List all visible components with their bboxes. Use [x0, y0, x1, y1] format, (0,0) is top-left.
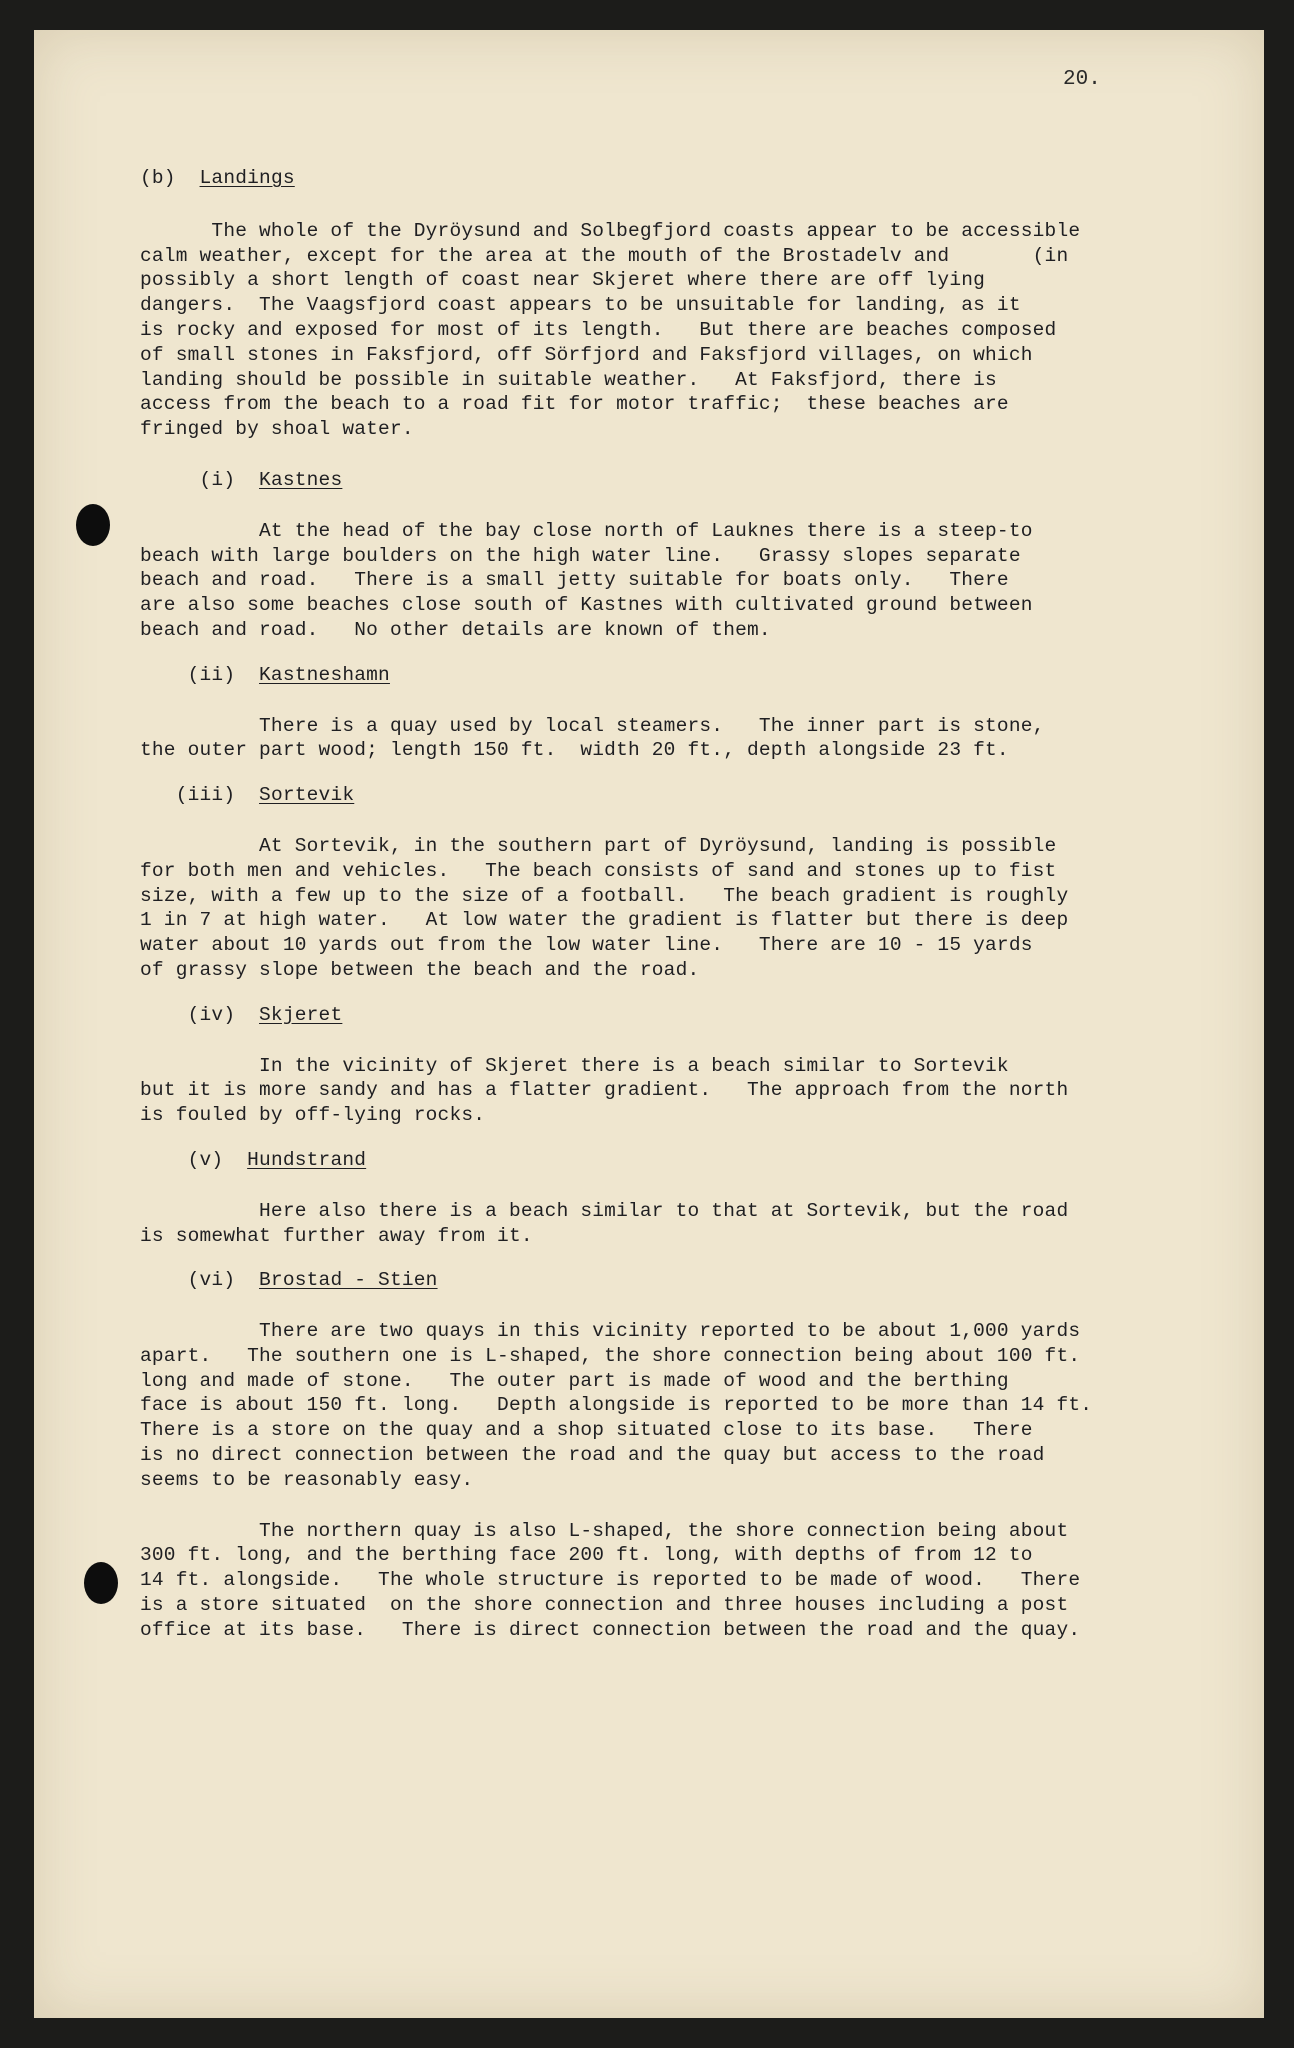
- subsection-paragraph: [140, 1054, 1250, 1128]
- subsection-title: Brostad - Stien: [259, 1269, 438, 1292]
- subsection-marker: (i): [199, 468, 236, 491]
- text-line: is fouled by off-lying rocks.: [140, 1104, 486, 1127]
- subsection-heading: [140, 1148, 1250, 1173]
- subsection-marker: (vi): [187, 1269, 236, 1292]
- subsection-marker: (iii): [175, 784, 236, 807]
- text-line: seems to be reasonably easy.: [140, 1468, 474, 1491]
- text-line: fringed by shoal water.: [140, 418, 414, 441]
- text-line: of small stones in Faksfjord, off Sörfjord and Faksfjord villages, on which: [140, 343, 1033, 366]
- text-line: 1 in 7 at high water. At low water the gradient is flatter but there is deep: [140, 909, 1069, 932]
- text-line: is rocky and exposed for most of its length. But there are beaches composed: [140, 318, 1057, 341]
- text-line: is somewhat further away from it.: [140, 1224, 533, 1247]
- page-number: 20.: [1063, 68, 1101, 91]
- text-line: There is a store on the quay and a shop situated close to its base. There: [140, 1419, 1033, 1442]
- punch-hole: [84, 1562, 118, 1604]
- text-line: access from the beach to a road fit for motor traffic; these beaches are: [140, 393, 1009, 416]
- section-title: Landings: [199, 167, 295, 189]
- text-line: In the vicinity of Skjeret there is a beach similar to Sortevik: [140, 1054, 1009, 1077]
- text-line: apart. The southern one is L-shaped, the shore connection being about 100 ft.: [140, 1344, 1081, 1367]
- text-line: At Sortevik, in the southern part of Dyröysund, landing is possible: [140, 834, 1057, 857]
- subsection-paragraph: [140, 1199, 1250, 1249]
- subsection-title: Sortevik: [259, 784, 355, 807]
- text-line: The northern quay is also L-shaped, the shore connection being about: [140, 1519, 1069, 1542]
- subsection-paragraph: [140, 519, 1250, 643]
- subsection-marker: (v): [187, 1148, 224, 1171]
- text-line: There are two quays in this vicinity reported to be about 1,000 yards: [140, 1320, 1081, 1343]
- text-line: beach and road. No other details are known of them.: [140, 618, 771, 641]
- subsection-heading: [140, 468, 1250, 493]
- subsection-heading: [140, 783, 1250, 808]
- text-line: is a store situated on the shore connection and three houses including a post: [140, 1594, 1069, 1617]
- text-line: beach and road. There is a small jetty suitable for boats only. There: [140, 569, 1009, 592]
- subsection-heading: [140, 1268, 1250, 1293]
- punch-hole: [76, 504, 110, 546]
- text-line: long and made of stone. The outer part is made of wood and the berthing: [140, 1369, 1009, 1392]
- text-line: calm weather, except for the area at the mouth of the Brostadelv and (in: [140, 244, 1069, 267]
- subsection-title: Kastneshamn: [259, 663, 390, 686]
- text-line: At the head of the bay close north of Lauknes there is a steep-to: [140, 519, 1033, 542]
- text-line: dangers. The Vaagsfjord coast appears to be unsuitable for landing, as it: [140, 294, 1021, 317]
- text-line: but it is more sandy and has a flatter gradient. The approach from the north: [140, 1079, 1069, 1102]
- subsection-paragraph: [140, 1519, 1250, 1643]
- subsection-heading: [140, 663, 1250, 688]
- text-line: office at its base. There is direct connection between the road and the quay.: [140, 1618, 1081, 1641]
- subsection-title: Kastnes: [259, 468, 343, 491]
- text-line: is no direct connection between the road and the quay but access to the road: [140, 1444, 1045, 1467]
- text-line: face is about 150 ft. long. Depth alongside is reported to be more than 14 ft.: [140, 1394, 1093, 1417]
- document-body: [140, 160, 1250, 1643]
- text-line: landing should be possible in suitable weather. At Faksfjord, there is: [140, 368, 997, 391]
- text-line: 300 ft. long, and the berthing face 200 ft. long, with depths of from 12 to: [140, 1544, 1033, 1567]
- text-line: water about 10 yards out from the low water line. There are 10 - 15 yards: [140, 934, 1033, 957]
- text-line: are also some beaches close south of Kastnes with cultivated ground between: [140, 594, 1033, 617]
- intro-paragraph: [140, 219, 1250, 442]
- text-line: 14 ft. alongside. The whole structure is reported to be made of wood. There: [140, 1569, 1081, 1592]
- text-line: of grassy slope between the beach and the road.: [140, 958, 700, 981]
- text-line: possibly a short length of coast near Skjeret where there are off lying: [140, 269, 986, 292]
- text-line: size, with a few up to the size of a football. The beach gradient is roughly: [140, 884, 1069, 907]
- subsection-paragraph: [140, 834, 1250, 983]
- section-heading: [140, 166, 1250, 191]
- text-line: for both men and vehicles. The beach consists of sand and stones up to fist: [140, 859, 1057, 882]
- subsection-marker: (ii): [187, 663, 236, 686]
- section-marker: (b): [140, 167, 176, 189]
- subsection-paragraph: [140, 714, 1250, 764]
- text-line: Here also there is a beach similar to that at Sortevik, but the road: [140, 1199, 1069, 1222]
- subsection-paragraph: [140, 1319, 1250, 1493]
- subsection-title: Skjeret: [259, 1003, 343, 1026]
- text-line: beach with large boulders on the high water line. Grassy slopes separate: [140, 544, 1021, 567]
- subsection-marker: (iv): [187, 1003, 236, 1026]
- text-line: the outer part wood; length 150 ft. width 20 ft., depth alongside 23 ft.: [140, 739, 1009, 762]
- text-line: There is a quay used by local steamers. The inner part is stone,: [140, 714, 1045, 737]
- subsection-title: Hundstrand: [247, 1148, 367, 1171]
- text-line: The whole of the Dyröysund and Solbegfjord coasts appear to be accessible: [140, 219, 1081, 242]
- subsection-heading: [140, 1003, 1250, 1028]
